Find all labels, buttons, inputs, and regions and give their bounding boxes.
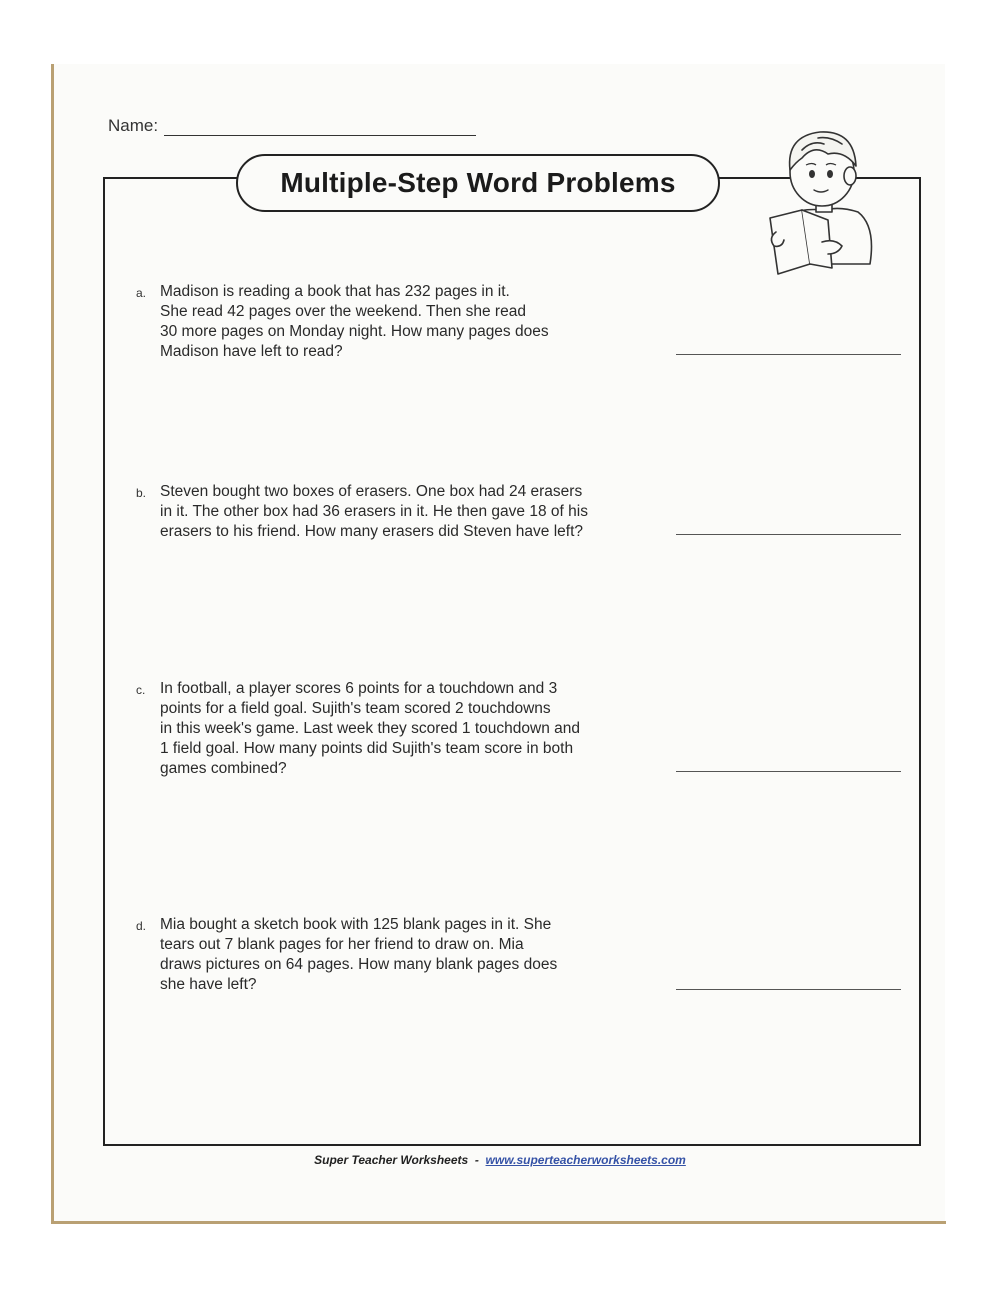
paper-edge-bottom [51, 1221, 946, 1224]
problem-text: Madison is reading a book that has 232 pages in it. She read 42 pages over the weekend. Then she read 30 more pages on Monday night. How many pages does Madison have left to read? [160, 283, 549, 360]
answer-line-b[interactable] [676, 534, 901, 535]
paper-edge-left [51, 64, 54, 1224]
footer-url-link[interactable]: www.superteacherworksheets.com [485, 1153, 686, 1167]
problem-text: In football, a player scores 6 points for a touchdown and 3 points for a field goal. Sujith's team scored 2 touchdowns in this week's game. Last week they scored 1 touchdown and 1 field goal. How many points did Sujith's team score in both games combined? [160, 680, 580, 777]
footer-brand: Super Teacher Worksheets [314, 1153, 469, 1167]
problem-d [136, 915, 656, 995]
problem-letter: c. [136, 683, 146, 697]
problem-letter: a. [136, 286, 147, 300]
footer-separator: - [474, 1153, 479, 1167]
problem-text: Steven bought two boxes of erasers. One box had 24 erasers in it. The other box had 36 erasers in it. He then gave 18 of his erasers to his friend. How many erasers did Steven have left? [160, 483, 588, 540]
name-label: Name: [108, 116, 159, 135]
name-field-line [164, 119, 476, 136]
problem-a [136, 282, 656, 362]
problem-b [136, 482, 656, 542]
footer [0, 1153, 1000, 1167]
problem-letter: b. [136, 486, 147, 500]
worksheet-title: Multiple-Step Word Problems [236, 154, 720, 212]
boy-reading-book-icon [758, 114, 888, 286]
problem-letter: d. [136, 919, 147, 933]
answer-line-c[interactable] [676, 771, 901, 772]
name-row [108, 116, 476, 136]
problem-c [136, 679, 656, 779]
problem-text: Mia bought a sketch book with 125 blank pages in it. She tears out 7 blank pages for her friend to draw on. Mia draws pictures on 64 pages. How many blank pages does she have left? [160, 916, 558, 993]
answer-line-a[interactable] [676, 354, 901, 355]
answer-line-d[interactable] [676, 989, 901, 990]
